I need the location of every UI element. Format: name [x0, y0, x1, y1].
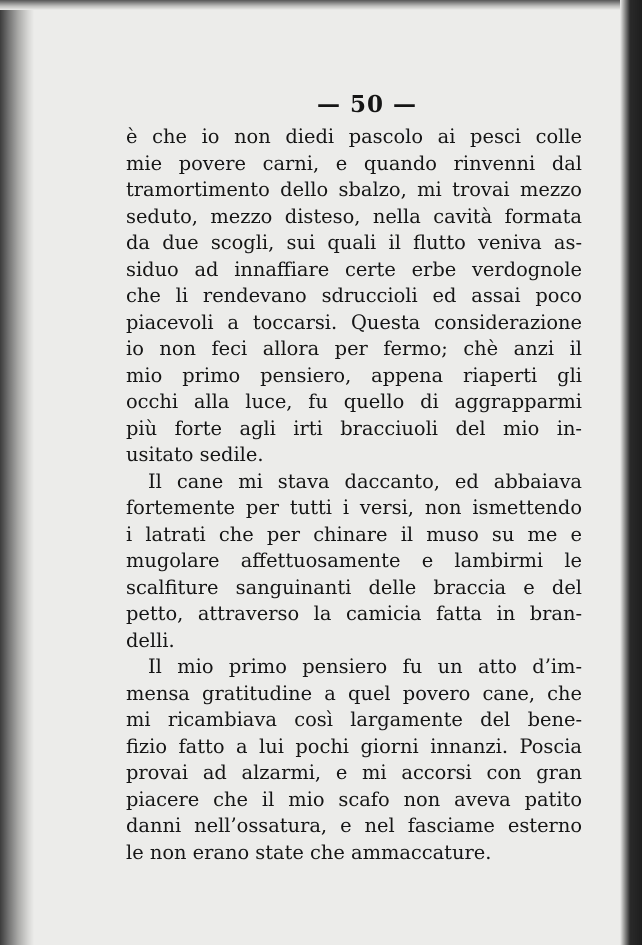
text-line: Il cane mi stava daccanto, ed abbaiava: [148, 469, 582, 493]
text-line: i latrati che per chinare il muso su me e: [126, 522, 582, 546]
text-line: mensa gratitudine a quel povero cane, che: [126, 681, 582, 705]
text-line: mie povere carni, e quando rinvenni dal: [126, 151, 582, 175]
text-line: Il mio primo pensiero fu un atto d’im-: [148, 655, 582, 678]
text-line: piacevoli a toccarsi. Questa considerazione: [126, 310, 582, 334]
text-line: le non erano state che ammaccature.: [126, 840, 492, 864]
text-line: fizio fatto a lui pochi giorni innanzi. Poscia: [126, 734, 582, 758]
paragraph: [126, 469, 582, 655]
binding-shadow-left: [0, 0, 34, 945]
paragraph: [126, 654, 582, 866]
text-line: danni nell’ossatura, e nel fasciame esterno: [126, 814, 582, 837]
body-text: [126, 124, 582, 866]
text-line: scalfiture sanguinanti delle braccia e del: [126, 575, 582, 599]
text-line: provai ad alzarmi, e mi accorsi con gran: [126, 761, 582, 784]
text-line: seduto, mezzo disteso, nella cavità formata: [126, 204, 582, 228]
text-line: mugolare affettuosamente e lambirmi le: [126, 549, 582, 572]
page-edge-top: [0, 0, 642, 10]
text-line: mi ricambiava così largamente del bene-: [126, 708, 582, 731]
text-line: più forte agli irti bracciuoli del mio in-: [126, 416, 582, 440]
text-line: occhi alla luce, fu quello di aggrapparmi: [126, 390, 582, 413]
page-number: — 50 —: [316, 91, 418, 118]
text-line: io non feci allora per fermo; chè anzi il: [126, 337, 582, 360]
text-line: mio primo pensiero, appena riaperti gli: [126, 363, 582, 387]
text-line: usitato sedile.: [126, 443, 264, 466]
text-line: da due scogli, sui quali il flutto veniva as-: [126, 231, 582, 254]
text-line: siduo ad innaffiare certe erbe verdognole: [126, 257, 582, 281]
text-line: fortemente per tutti i versi, non ismettendo: [126, 496, 582, 519]
paragraph: [126, 124, 582, 469]
page-content: [126, 88, 582, 866]
text-line: piacere che il mio scafo non aveva patito: [126, 787, 582, 811]
text-line: petto, attraverso la camicia fatta in bran-: [126, 602, 582, 625]
text-line: che li rendevano sdruccioli ed assai poco: [126, 284, 582, 307]
text-line: tramortimento dello sbalzo, mi trovai mezzo: [126, 178, 582, 201]
page-edge-right: [620, 0, 642, 945]
text-line: è che io non diedi pascolo ai pesci colle: [126, 125, 582, 148]
text-line: delli.: [126, 628, 175, 652]
